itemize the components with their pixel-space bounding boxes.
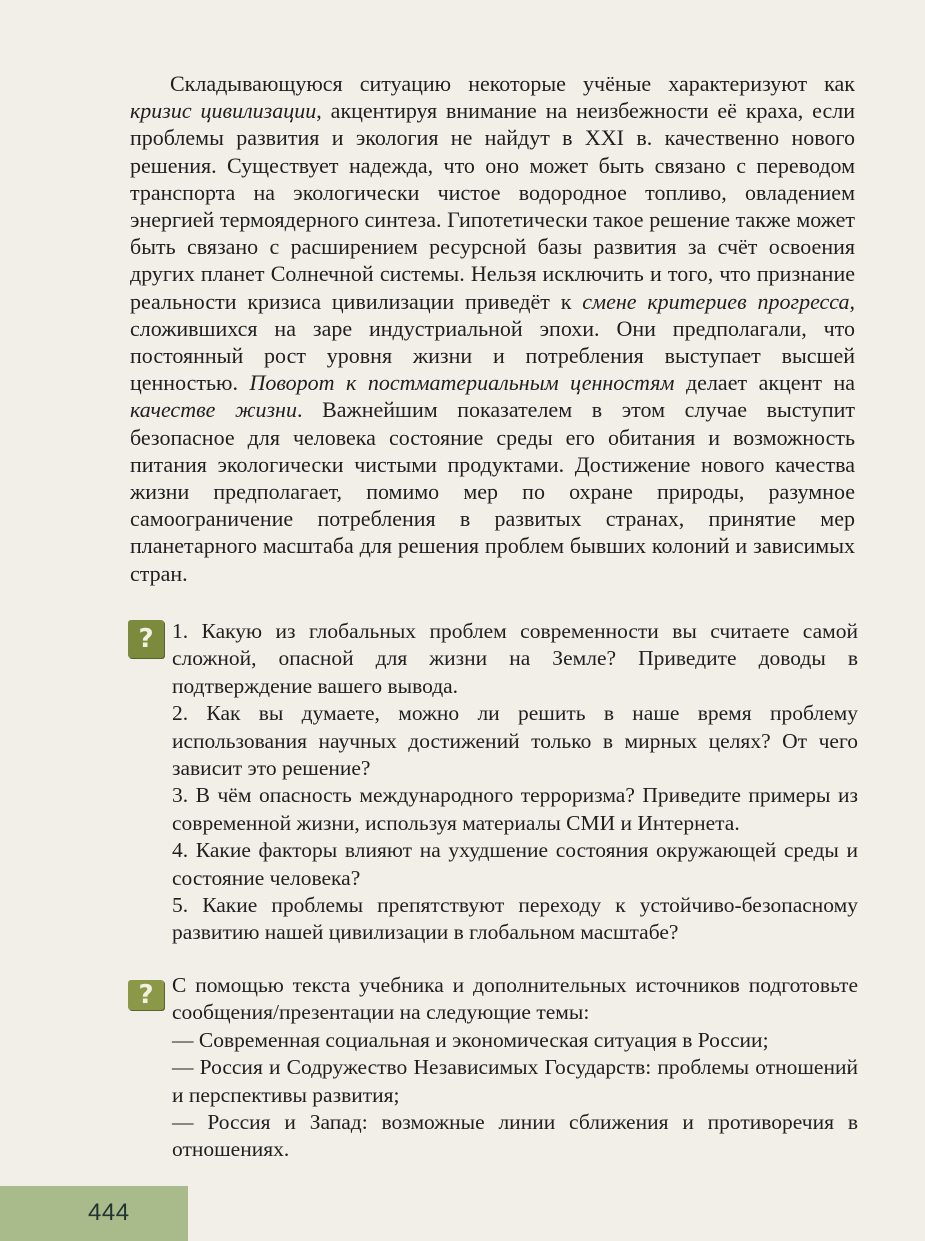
intro-text-2: , акцентируя внимание на неизбежности её краха, если проблемы развития и экология не найдут в XXI в. качественно нового решения. Существует надежда, что оно может быть связано с переводом транспорта на экологически чистое водородное топливо, овладением энергией термоядерного синтеза. Гипотетически такое решение также может быть связано с расширением ресурсной базы развития за счёт освоения других планет Солнечной системы. Нельзя исключить и того, что признание реальности кризиса цивилизации приведёт к bbox=[130, 98, 855, 314]
topic-1: — Современная социальная и экономическая ситуация в России; bbox=[172, 1027, 769, 1052]
questions-block bbox=[128, 618, 858, 947]
intro-text-5: . Важнейшим показателем в этом случае выступит безопасное для человека состояние среды его обитания и возможность питания экологически чистыми продуктами. Достижение нового качества жизни предполагает, помимо мер по охране природы, разумное самоограничение потребления в развитых странах, принятие мер планетарного масштаба для решения проблем бывших колоний и зависимых стран. bbox=[130, 397, 855, 586]
term-civilization-crisis: кризис цивилизации bbox=[130, 98, 317, 124]
question-3: 3. В чём опасность международного терроризма? Приведите примеры из современной жизни, используя материалы СМИ и Интернета. bbox=[172, 783, 858, 835]
question-2: 2. Как вы думаете, можно ли решить в наше время проблему использования научных достижений только в мирных целях? От чего зависит это решение? bbox=[172, 701, 858, 781]
question-mark-icon: ? bbox=[128, 620, 164, 658]
term-postmaterial-values: Поворот к постматериальным ценностям bbox=[249, 370, 675, 396]
intro-paragraph bbox=[130, 70, 855, 587]
assignment-question-icon: ? bbox=[128, 980, 164, 1010]
question-4: 4. Какие факторы влияют на ухудшение состояния окружающей среды и состояние человека? bbox=[172, 838, 858, 890]
page-number: 444 bbox=[88, 1199, 130, 1226]
intro-text-3: , сложившихся на заре индустриальной эпохи. Они предполагали, что постоянный рост уровня жизни и потребления выступает высшей ценностью. bbox=[130, 288, 855, 396]
question-5: 5. Какие проблемы препятствуют переходу к устойчиво-безопасному развитию нашей цивилизации в глобальном масштабе? bbox=[172, 893, 858, 945]
questions-list bbox=[172, 618, 858, 947]
assignment-block bbox=[128, 972, 858, 1164]
topic-3: — Россия и Запад: возможные линии сближения и противоречия в отношениях. bbox=[172, 1110, 858, 1162]
term-progress-criteria: смене критериев прогресса bbox=[582, 288, 850, 314]
term-quality-of-life: качестве жизни bbox=[130, 397, 297, 423]
topic-2: — Россия и Содружество Независимых Государств: проблемы отношений и перспективы развития; bbox=[172, 1055, 858, 1107]
intro-text-1: Складывающуюся ситуацию некоторые учёные характеризуют как bbox=[170, 71, 855, 96]
assignment-intro: С помощью текста учебника и дополнительных источников подготовьте сообщения/презентации на следующие темы: bbox=[172, 973, 858, 1025]
assignment-list bbox=[172, 972, 858, 1164]
intro-text-4: делает акцент на bbox=[674, 370, 856, 396]
question-1: 1. Какую из глобальных проблем современности вы считаете самой сложной, опасной для жизни на Земле? Приведите доводы в подтверждение вашего вывода. bbox=[172, 619, 858, 698]
